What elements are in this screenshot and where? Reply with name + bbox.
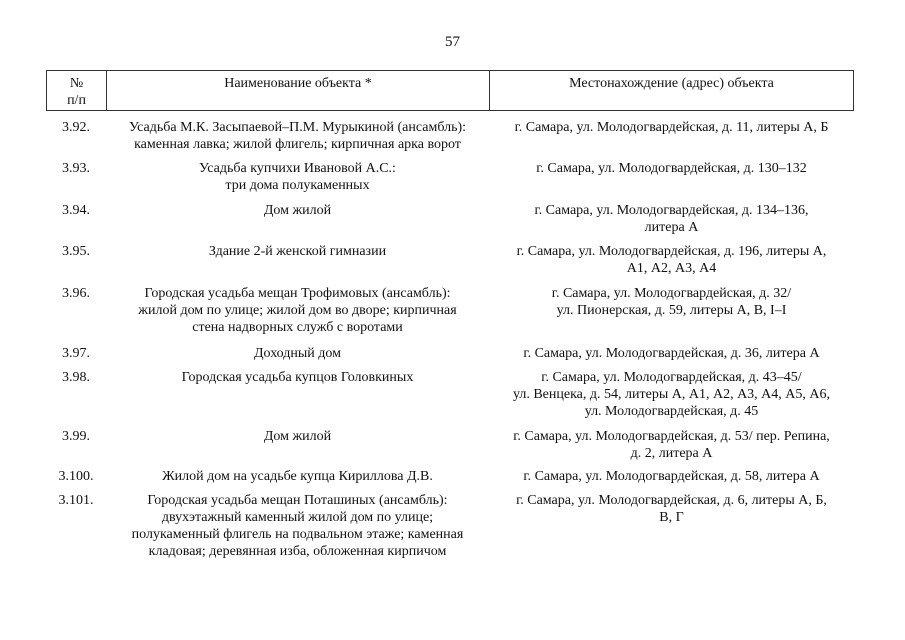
object-address: г. Самара, ул. Молодогвардейская, д. 11, литеры А, Б [514,120,829,135]
row-number: 3.97. [62,346,90,361]
table-row [0,285,905,345]
object-name: Усадьба М.К. Засыпаевой–П.М. Мурыкиной (ансамбль): каменная лавка; жилой флигель; кирпичная арка ворот [128,120,467,152]
row-number: 3.98. [62,370,90,385]
object-address: г. Самара, ул. Молодогвардейская, д. 6, литеры А, Б, В, Г [516,493,827,525]
header-object-name: Наименование объекта * [107,71,490,110]
page-number: 57 [445,34,460,50]
row-number: 3.99. [62,429,90,444]
table-row [0,243,905,285]
object-name: Городская усадьба мещан Поташиных (ансамбль): двухэтажный каменный жилой дом по улице; полукаменный флигель на подвальном этаже; каменная кладовая; деревянная изба, обложенная кирпичом [131,493,464,559]
object-name: Здание 2-й женской гимназии [208,244,387,259]
table-row [0,369,905,428]
object-name: Дом жилой [263,203,332,218]
header-number: № п/п [47,71,107,110]
object-address: г. Самара, ул. Молодогвардейская, д. 196, литеры А, А1, А2, А3, А4 [516,244,827,276]
row-number: 3.92. [62,120,90,135]
object-address: г. Самара, ул. Молодогвардейская, д. 134–136, литера А [534,203,809,235]
table-row [0,428,905,468]
object-address: г. Самара, ул. Молодогвардейская, д. 36, литера А [523,346,820,361]
table-header [46,70,854,111]
object-address: г. Самара, ул. Молодогвардейская, д. 43–45/ ул. Венцека, д. 54, литеры А, А1, А2, А3, А4, А5, А6, ул. Молодогвардейская, д. 45 [512,370,831,419]
table-row [0,468,905,492]
table-row [0,345,905,369]
table-row [0,160,905,202]
row-number: 3.101. [58,493,94,508]
object-name: Усадьба купчихи Ивановой А.С.: три дома полукаменных [199,161,396,193]
object-name: Городская усадьба мещан Трофимовых (ансамбль): жилой дом по улице; жилой дом во дворе; кирпичная стена надворных служб с воротами [138,286,457,335]
object-name: Городская усадьба купцов Головкиных [181,370,414,385]
row-number: 3.93. [62,161,90,176]
object-name: Жилой дом на усадьбе купца Кириллова Д.В. [162,469,433,484]
row-number: 3.96. [62,286,90,301]
object-name: Дом жилой [263,429,332,444]
row-number: 3.100. [58,469,94,484]
table-row [0,202,905,243]
object-address: г. Самара, ул. Молодогвардейская, д. 130–132 [536,161,807,176]
row-number: 3.95. [62,244,90,259]
table-row [0,492,905,564]
object-name: Доходный дом [254,346,341,361]
table-body [0,119,905,564]
row-number: 3.94. [62,203,90,218]
object-address: г. Самара, ул. Молодогвардейская, д. 58, литера А [523,469,820,484]
header-object-address: Местонахождение (адрес) объекта [569,76,774,91]
table-row [0,119,905,160]
object-address: г. Самара, ул. Молодогвардейская, д. 53/ пер. Репина, д. 2, литера А [513,429,830,461]
object-address: г. Самара, ул. Молодогвардейская, д. 32/ ул. Пионерская, д. 59, литеры А, В, I–I [551,286,792,318]
